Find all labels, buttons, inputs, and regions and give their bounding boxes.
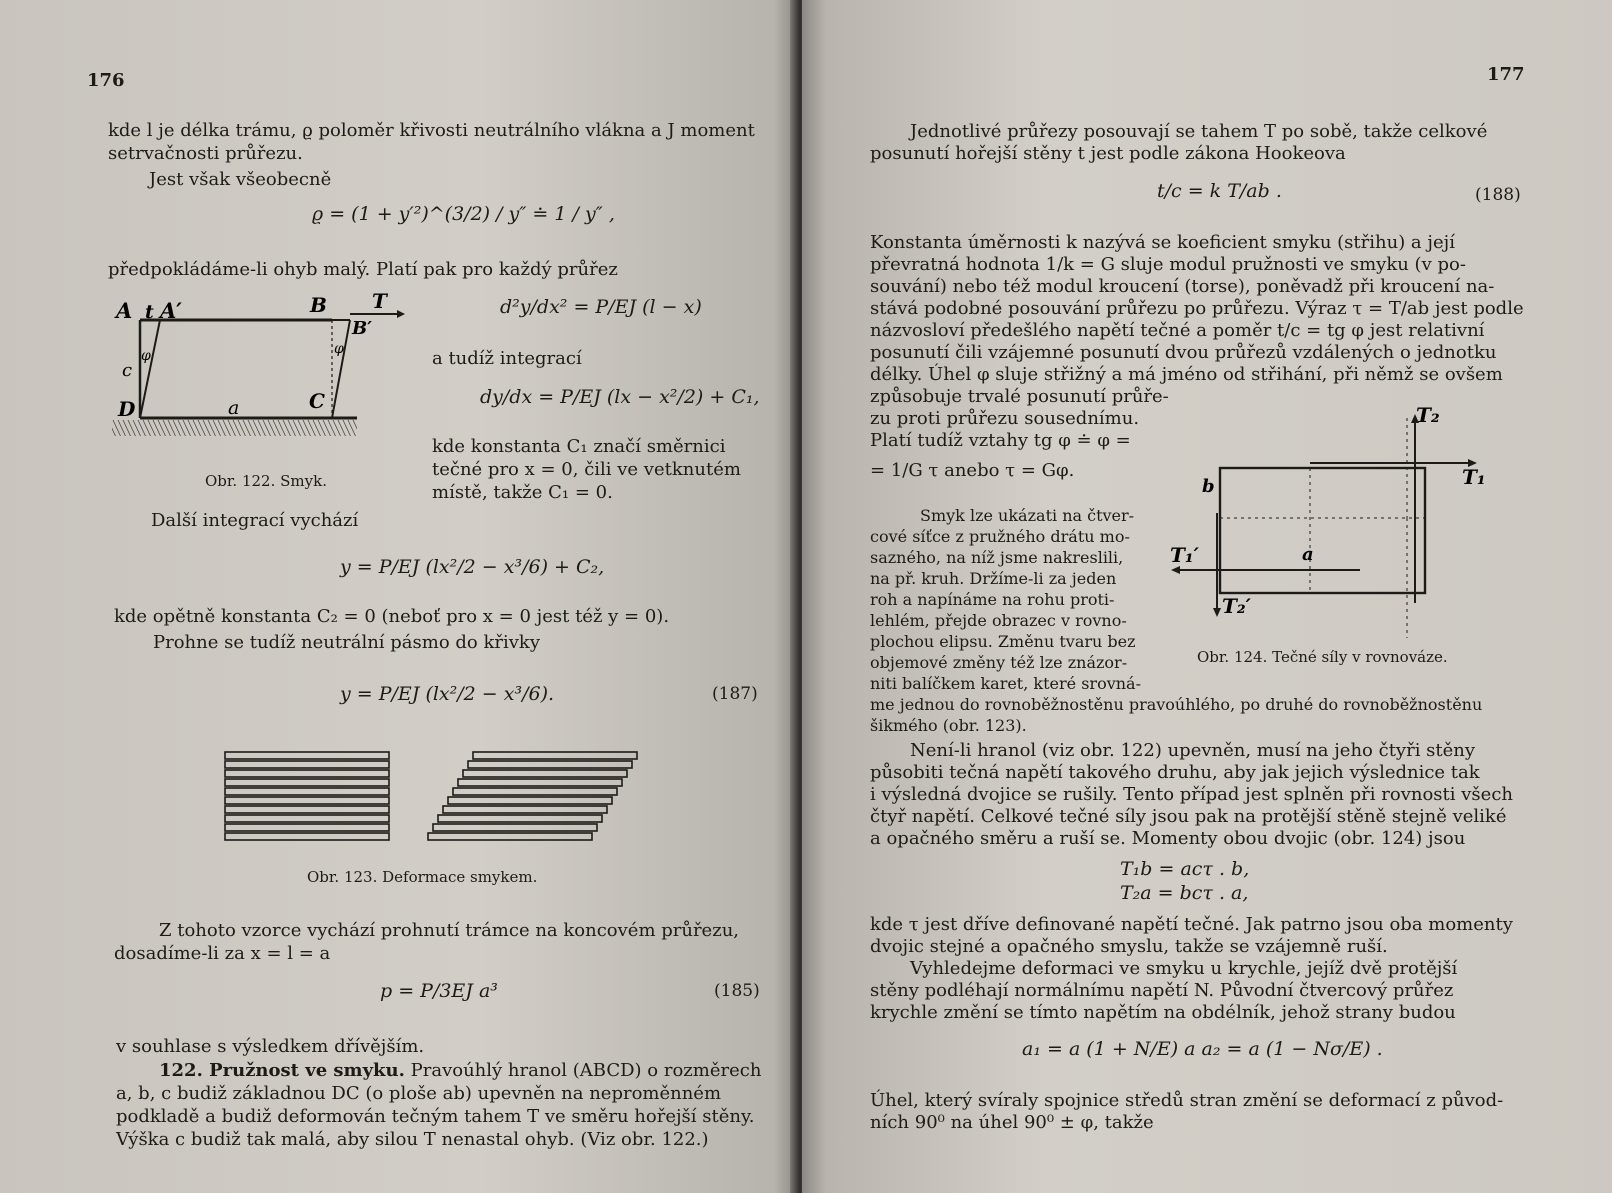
text-line: setrvačnosti průřezu. <box>108 143 303 164</box>
text-line: posunutí čili vzájemné posunutí dvou průřezů vzdálených o jednotku <box>870 342 1497 363</box>
text-line: kde konstanta C₁ značí směrnici <box>432 436 726 457</box>
text-line: ních 90⁰ na úhel 90⁰ ± φ, takže <box>870 1112 1154 1133</box>
label-a: a <box>228 397 240 419</box>
text-line: šikmého (obr. 123). <box>870 716 1027 735</box>
text-line: tečné pro x = 0, čili ve vetknutém <box>432 459 741 480</box>
text-line: cové síťce z pružného drátu mo- <box>870 527 1130 546</box>
ground-hatching <box>112 420 357 436</box>
text-line: krychle změní se tímto napětím na obdélník, jehož strany budou <box>870 1002 1456 1023</box>
text-line: Jest však všeobecně <box>149 169 332 190</box>
text-line: niti balíčkem karet, které srovná- <box>870 674 1141 693</box>
text-line: a, b, c budiž základnou DC (o ploše ab) upevněn na neproměnném <box>116 1083 722 1104</box>
figure-124-caption: Obr. 124. Tečné síly v rovnováze. <box>1197 648 1448 666</box>
equation-number: (185) <box>714 981 760 1001</box>
text-line: kde l je délka trámu, ϱ poloměr křivosti neutrálního vlákna a J moment <box>108 120 755 141</box>
text-line: názvosloví předešlého napětí tečné a poměr t/c = tg φ jest relativní <box>870 320 1485 341</box>
figure-124-tangential-forces <box>1170 403 1500 638</box>
equation-moment-2: T₂a = bcτ . a, <box>1120 882 1249 904</box>
equation-p: p = P/3EJ a³ <box>380 980 498 1002</box>
text-line: předpokládáme-li ohyb malý. Platí pak pro každý průřez <box>108 259 618 280</box>
section-intro: Pravoúhlý hranol (ABCD) <box>410 1060 642 1081</box>
label-c: c <box>122 360 133 381</box>
text-line: Není-li hranol (viz obr. 122) upevněn, musí na jeho čtyři stěny <box>910 740 1476 761</box>
label-A-prime: A′ <box>160 298 182 323</box>
label-b: b <box>1202 476 1215 497</box>
text-line: místě, takže C₁ = 0. <box>432 482 613 503</box>
text-line: působiti tečná napětí takového druhu, aby jak jejich výslednice tak <box>870 762 1480 783</box>
left-page <box>0 0 798 1193</box>
label-C: C <box>309 389 325 413</box>
text-line: a tudíž integrací <box>432 348 582 369</box>
text-line: čtyř napětí. Celkové tečné síly jsou pak na protější stěně stejně veliké <box>870 806 1507 827</box>
equation-y1: y = P/EJ (lx²/2 − x³/6) + C₂, <box>340 556 605 578</box>
label-phi-left: φ <box>141 348 151 364</box>
equation-number: (187) <box>712 684 758 704</box>
text-line: objemové změny též lze znázor- <box>870 653 1128 672</box>
text-line: převratná hodnota 1/k = G sluje modul pružnosti ve smyku (v po- <box>870 254 1466 275</box>
text-line: dvojic stejné a opačného smyslu, takže se vzájemně ruší. <box>870 936 1388 957</box>
text-line: o rozměrech <box>647 1060 762 1081</box>
label-A: A <box>116 298 133 323</box>
label-T1-prime: T₁′ <box>1170 543 1199 567</box>
right-page <box>802 0 1612 1193</box>
label-D: D <box>118 397 136 421</box>
label-t: t <box>145 301 154 323</box>
equation-rho: ϱ = (1 + y′²)^(3/2) / y″ ≐ 1 / y″ , <box>312 203 615 225</box>
label-T2-prime: T₂′ <box>1222 594 1251 618</box>
text-line: roh a napínáme na rohu proti- <box>870 590 1115 609</box>
label-phi-right: φ <box>334 341 344 357</box>
text-line: Platí tudíž vztahy tg φ ≐ φ = <box>870 430 1131 451</box>
text-line: stěny podléhají normálnímu napětí N. Původní čtvercový průřez <box>870 980 1454 1001</box>
equation-number: (188) <box>1475 185 1521 205</box>
text-line: způsobuje trvalé posunutí průře- <box>870 386 1169 407</box>
text-line: lehlém, přejde obrazec v rovno- <box>870 611 1127 630</box>
section-heading: 122. Pružnost ve smyku. <box>159 1060 405 1081</box>
label-B: B <box>310 293 327 317</box>
label-T2: T₂ <box>1416 403 1440 427</box>
equation-dy: dy/dx = P/EJ (lx − x²/2) + C₁, <box>480 386 760 408</box>
rectangular-stack <box>225 752 389 840</box>
text-line: Smyk lze ukázati na čtver- <box>920 506 1135 525</box>
text-line: Z tohoto vzorce vychází prohnutí trámce na koncovém průřezu, <box>159 920 740 941</box>
text-line: sazného, na níž jsme nakreslili, <box>870 548 1124 567</box>
text-line: délky. Úhel φ sluje střižný a má jméno od střihání, při němž se ovšem <box>870 364 1503 385</box>
figure-122-caption: Obr. 122. Smyk. <box>205 472 327 490</box>
equation-moment-1: T₁b = acτ . b, <box>1120 858 1250 880</box>
figure-123-card-stacks <box>225 752 645 852</box>
text-line: Další integrací vychází <box>151 510 359 531</box>
text-line: a opačného směru a ruší se. Momenty obou dvojic (obr. 124) jsou <box>870 828 1466 849</box>
text-line: podkladě a budiž deformován tečným tahem T ve směru hořejší stěny. <box>116 1106 755 1127</box>
equation-y2: y = P/EJ (lx²/2 − x³/6). <box>340 683 555 705</box>
text-line: Výška c budiž tak malá, aby silou T nenastal ohyb. (Viz obr. 122.) <box>116 1129 709 1150</box>
text-line: zu proti průřezu sousednímu. <box>870 408 1140 429</box>
text-line: kde τ jest dříve definované napětí tečné. Jak patrno jsou oba momenty <box>870 914 1513 935</box>
figure-122-shear-diagram <box>112 289 387 460</box>
text-line: souvání) nebo též modul kroucení (torse), poněvadž při kroucení na- <box>870 276 1495 297</box>
text-line: stává podobné posouvání průřezu po průřezu. Výraz τ = T/ab jest podle <box>870 298 1524 319</box>
section-heading-line <box>159 1060 761 1082</box>
text-line: Úhel, který svíraly spojnice středů stran změní se deformací z původ- <box>870 1090 1504 1111</box>
equation-d2y: d²y/dx² = P/EJ (l − x) <box>500 296 702 318</box>
text-line: v souhlase s výsledkem dřívějším. <box>116 1036 425 1057</box>
oblique-stack <box>428 752 637 840</box>
equation-hooke: t/c = k T/ab . <box>1157 180 1282 202</box>
label-T: T <box>372 289 387 313</box>
page-number: 177 <box>1487 64 1525 85</box>
text-line: Vyhledejme deformaci ve smyku u krychle, jejíž dvě protější <box>910 958 1458 979</box>
text-line: = 1/G τ anebo τ = Gφ. <box>870 460 1075 481</box>
text-line: plochou elipsu. Změnu tvaru bez <box>870 632 1136 651</box>
text-line: i výsledná dvojice se rušily. Tento případ jest splněn při rovnosti všech <box>870 784 1513 805</box>
text-line: kde opětně konstanta C₂ = 0 (neboť pro x = 0 jest též y = 0). <box>114 606 670 627</box>
text-line: Jednotlivé průřezy posouvají se tahem T po sobě, takže celkové <box>910 121 1488 142</box>
text-line: Prohne se tudíž neutrální pásmo do křivky <box>153 632 540 653</box>
text-line: Konstanta úměrnosti k nazývá se koeficient smyku (střihu) a její <box>870 232 1455 253</box>
label-a: a <box>1302 544 1314 565</box>
label-B-prime: B′ <box>352 318 372 339</box>
text-line: na př. kruh. Držíme-li za jeden <box>870 569 1117 588</box>
equation-sides: a₁ = a (1 + N/E) a a₂ = a (1 − Nσ/E) . <box>1022 1038 1383 1060</box>
text-line: dosadíme-li za x = l = a <box>114 943 331 964</box>
text-line: posunutí hořejší stěny t jest podle zákona Hookeova <box>870 143 1346 164</box>
page-number: 176 <box>87 70 125 91</box>
label-T1: T₁ <box>1462 465 1486 489</box>
text-line: me jednou do rovnoběžnostěnu pravoúhlého, po druhé do rovnoběžnostěnu <box>870 695 1483 714</box>
figure-123-caption: Obr. 123. Deformace smykem. <box>307 868 538 886</box>
